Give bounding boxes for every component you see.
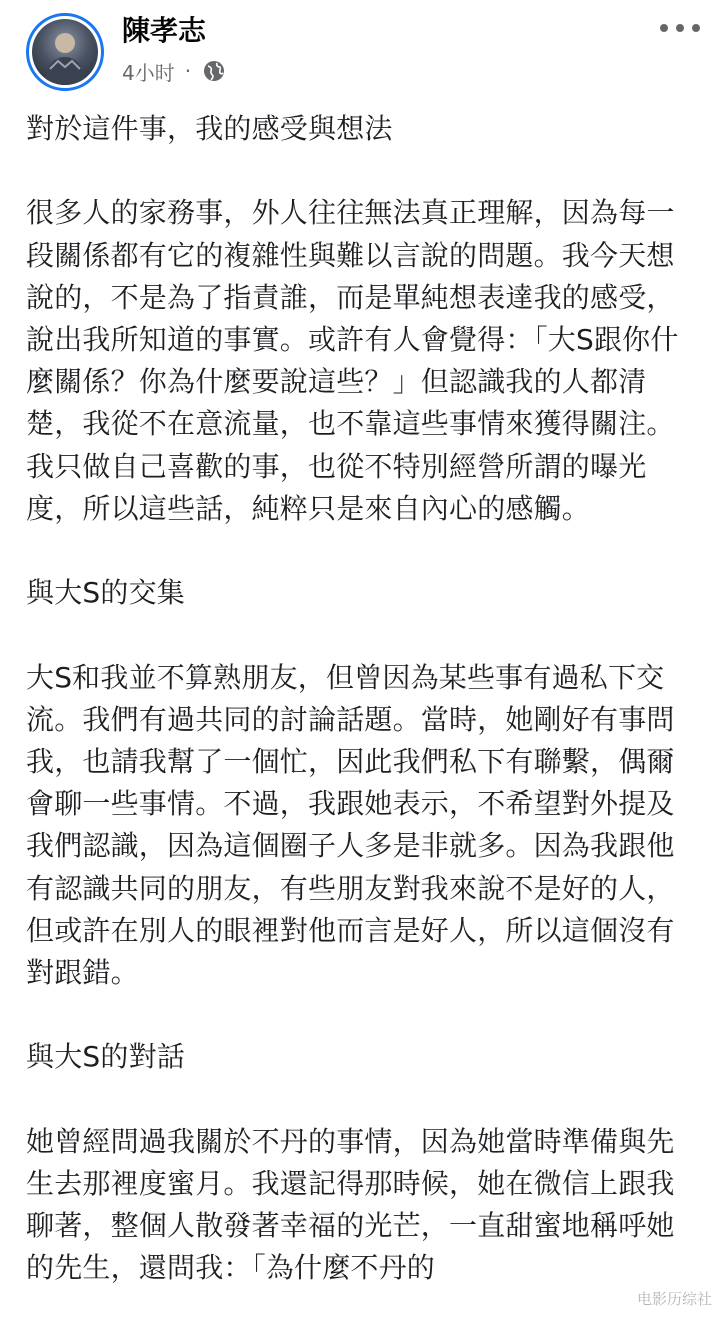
avatar-figure-icon	[32, 19, 98, 85]
paragraph-family-matters: 很多人的家務事，外人往往無法真正理解，因為每一段關係都有它的複雜性與難以言說的問題。我今天想說的，不是為了指責誰，而是單純想表達我的感受，說出我所知道的事實。或許有人會覺得：「大S跟你什麼關係？你為什麼要說這些？」但認識我的人都清楚，我從不在意流量，也不靠這些事情來獲得關注。我只做自己喜歡的事，也從不特別經營所謂的曝光度，所以這些話，純粹只是來自內心的感觸。	[26, 196, 679, 525]
post-meta	[122, 54, 225, 88]
author-avatar[interactable]	[26, 13, 104, 91]
author-name[interactable]: 陳孝志	[122, 14, 207, 47]
paragraph-conversation: 她曾經問過我關於不丹的事情，因為她當時準備與先生去那裡度蜜月。我還記得那時候，她在微信上跟我聊著，整個人散發著幸福的光芒，一直甜蜜地稱呼她的先生，還問我：「為什麼不丹的	[26, 1124, 675, 1285]
avatar-image	[32, 19, 98, 85]
section-heading-intersection: 與大S的交集	[26, 576, 185, 610]
post-time[interactable]: 4小时	[122, 60, 175, 85]
watermark: 电影历综社	[636, 1290, 712, 1308]
section-heading-feelings: 對於這件事，我的感受與想法	[26, 112, 393, 145]
post-body	[26, 108, 698, 1290]
post-header	[0, 0, 720, 100]
section-heading-conversation: 與大S的對話	[26, 1040, 185, 1074]
globe-icon	[203, 60, 225, 82]
meta-separator: ·	[184, 59, 192, 83]
more-dots-icon[interactable]	[660, 18, 700, 38]
paragraph-intersection: 大S和我並不算熟朋友，但曾因為某些事有過私下交流。我們有過共同的討論話題。當時，她剛好有事問我，也請我幫了一個忙，因此我們私下有聯繫，偶爾會聊一些事情。不過，我跟她表示，不希望對外提及我們認識，因為這個圈子人多是非就多。因為我跟他有認識共同的朋友，有些朋友對我來說不是好的人，但或許在別人的眼裡對他而言是好人，所以這個沒有對跟錯。	[26, 660, 675, 990]
